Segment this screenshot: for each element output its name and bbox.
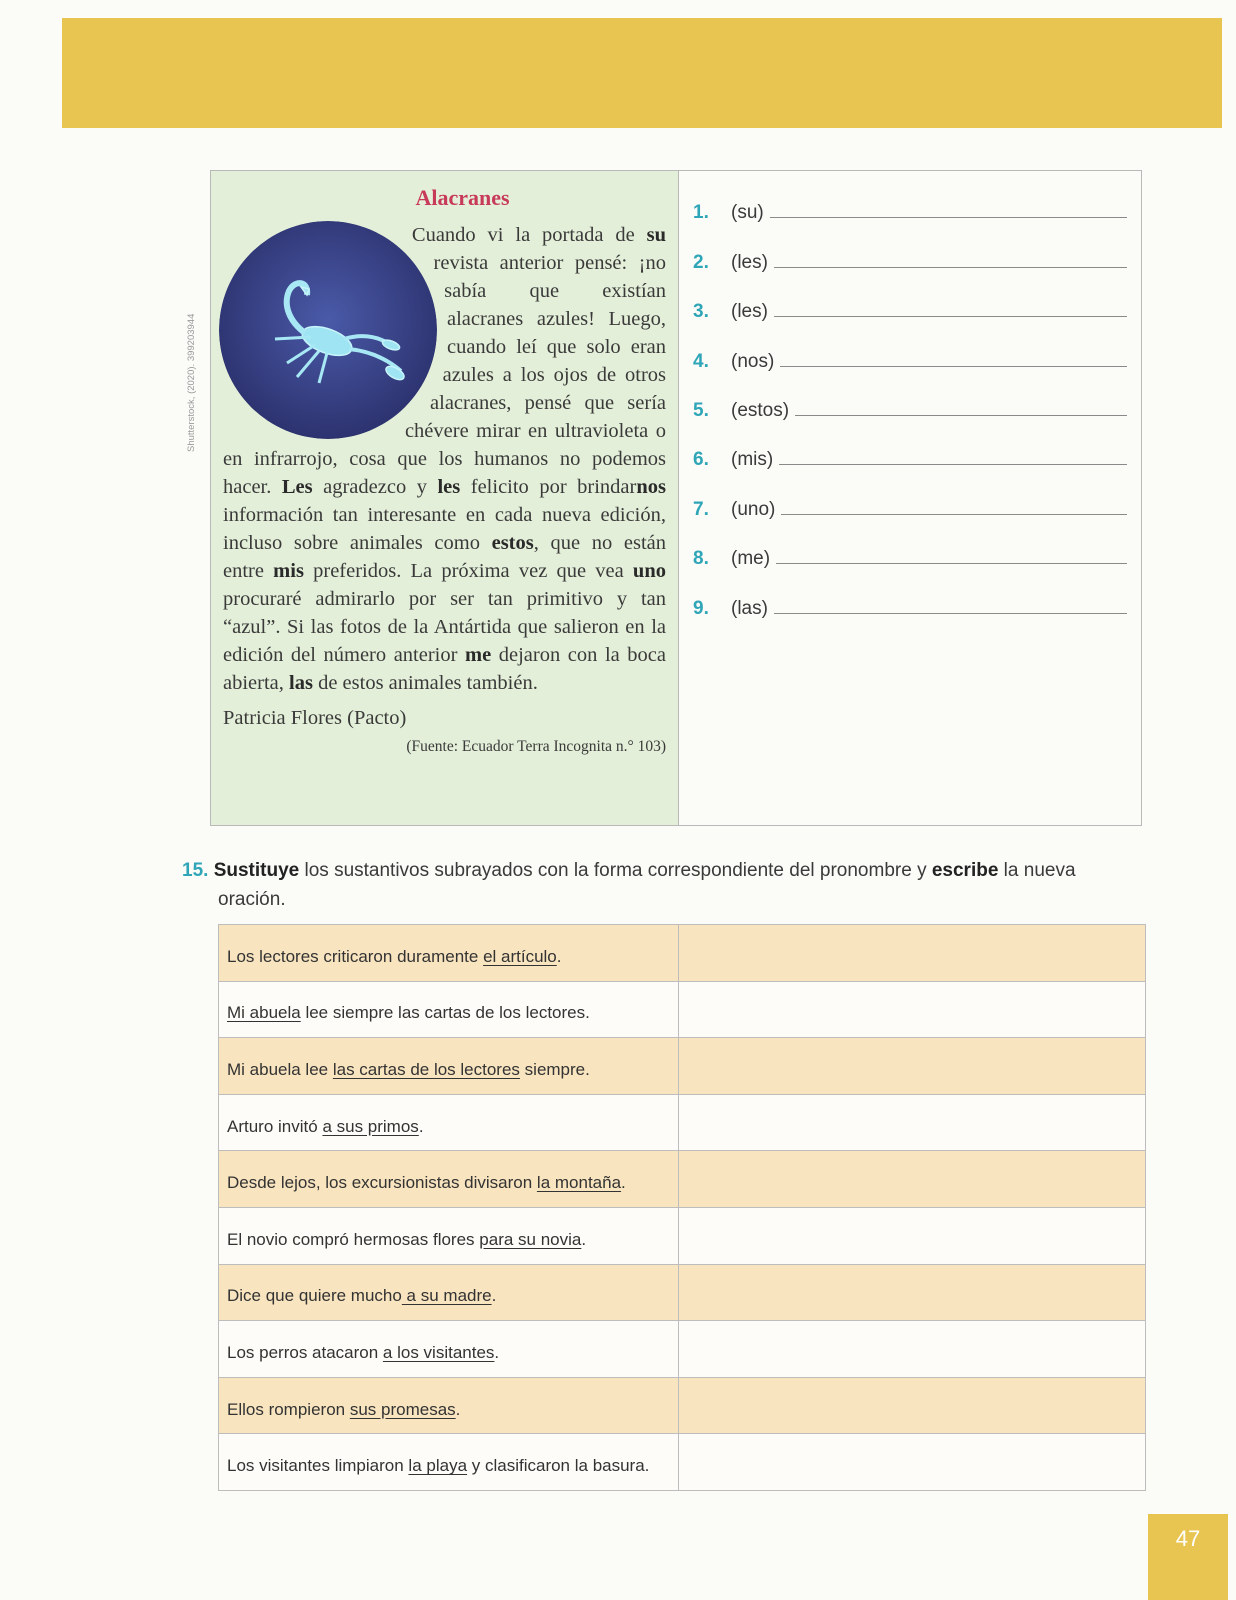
answer-line[interactable] bbox=[693, 373, 1127, 422]
highlight-pronoun: nos bbox=[636, 476, 666, 498]
sentence-text: . bbox=[494, 1342, 500, 1362]
answer-blank[interactable] bbox=[795, 415, 1127, 416]
underlined-noun: sus promesas bbox=[349, 1399, 456, 1419]
original-sentence bbox=[219, 1094, 679, 1151]
answer-cell[interactable] bbox=[679, 1094, 1146, 1151]
answer-blank[interactable] bbox=[780, 366, 1127, 367]
underlined-noun: la playa bbox=[408, 1456, 468, 1476]
table-row bbox=[219, 925, 1146, 982]
highlight-pronoun: su bbox=[646, 224, 666, 246]
underlined-noun: a sus primos bbox=[322, 1116, 419, 1136]
answer-list bbox=[681, 171, 1141, 825]
underlined-noun: a su madre bbox=[401, 1286, 492, 1306]
table-row bbox=[219, 1321, 1146, 1378]
original-sentence bbox=[219, 1377, 679, 1434]
text-segment: procuraré admirarlo por ser tan primitivo y tan “azul”. Si las fotos de la Antártida que salieron en la edición del número anterior bbox=[223, 588, 666, 666]
answer-cell[interactable] bbox=[679, 1264, 1146, 1321]
answer-blank[interactable] bbox=[781, 514, 1127, 515]
answer-blank[interactable] bbox=[774, 267, 1127, 268]
original-sentence bbox=[219, 1207, 679, 1264]
answer-number: 9. bbox=[693, 597, 709, 619]
answer-number: 1. bbox=[693, 202, 709, 224]
answer-word: (estos) bbox=[731, 399, 790, 421]
answer-cell[interactable] bbox=[679, 1151, 1146, 1208]
sentence-text: siempre. bbox=[519, 1059, 590, 1079]
answer-number: 5. bbox=[693, 399, 709, 421]
instruction-verb: escribe bbox=[931, 860, 999, 881]
original-sentence bbox=[219, 1321, 679, 1378]
highlight-pronoun: me bbox=[465, 644, 492, 666]
original-sentence bbox=[219, 1434, 679, 1491]
table-row bbox=[219, 1038, 1146, 1095]
answer-number: 7. bbox=[693, 498, 709, 520]
table-row bbox=[219, 1434, 1146, 1491]
sentence-text: Arturo invitó bbox=[227, 1116, 323, 1136]
underlined-noun: Mi abuela bbox=[227, 1003, 301, 1023]
sentence-text: . bbox=[581, 1229, 587, 1249]
answer-line[interactable] bbox=[693, 224, 1127, 273]
answer-number: 6. bbox=[693, 449, 709, 471]
answer-cell[interactable] bbox=[679, 1207, 1146, 1264]
sentence-text: Los lectores criticaron duramente bbox=[227, 946, 484, 966]
answer-blank[interactable] bbox=[779, 464, 1127, 465]
answer-cell[interactable] bbox=[679, 1377, 1146, 1434]
answer-cell[interactable] bbox=[679, 1321, 1146, 1378]
answer-word: (las) bbox=[731, 597, 768, 619]
exercise-15-instructions bbox=[182, 856, 1142, 914]
page-number: 47 bbox=[1148, 1514, 1228, 1600]
original-sentence bbox=[219, 925, 679, 982]
answer-line[interactable] bbox=[693, 175, 1127, 224]
table-row bbox=[219, 1377, 1146, 1434]
highlight-pronoun: Les bbox=[281, 476, 313, 498]
underlined-noun: a los visitantes bbox=[382, 1342, 495, 1362]
answer-blank[interactable] bbox=[776, 563, 1127, 564]
answer-line[interactable] bbox=[693, 422, 1127, 471]
underlined-noun: la montaña bbox=[536, 1173, 622, 1193]
text-segment: de estos animales también. bbox=[312, 672, 538, 694]
original-sentence bbox=[219, 1038, 679, 1095]
sentence-text: . bbox=[455, 1399, 461, 1419]
sentence-text: . bbox=[491, 1286, 497, 1306]
answer-line[interactable] bbox=[693, 521, 1127, 570]
answer-cell[interactable] bbox=[679, 925, 1146, 982]
reading-source: (Fuente: Ecuador Terra Incognita n.° 103) bbox=[406, 738, 666, 755]
text-segment: dejaron con la boca abierta, bbox=[223, 644, 666, 694]
text-segment: felicito por brindar bbox=[460, 476, 637, 498]
original-sentence bbox=[219, 1151, 679, 1208]
header-band bbox=[62, 18, 1222, 128]
sentence-text: Los perros atacaron bbox=[227, 1342, 383, 1362]
table-row bbox=[219, 1264, 1146, 1321]
answer-word: (me) bbox=[731, 548, 771, 570]
original-sentence bbox=[219, 981, 679, 1038]
answer-word: (uno) bbox=[731, 498, 776, 520]
answer-cell[interactable] bbox=[679, 1038, 1146, 1095]
highlight-pronoun: estos bbox=[491, 532, 534, 554]
highlight-pronoun: les bbox=[437, 476, 461, 498]
table-row bbox=[219, 1151, 1146, 1208]
sentence-text: . bbox=[621, 1173, 626, 1193]
answer-word: (les) bbox=[731, 301, 768, 323]
sentence-text: Desde lejos, los excursionistas divisaron bbox=[227, 1173, 537, 1193]
reading-title: Alacranes bbox=[415, 185, 510, 210]
text-segment: preferidos. La próxima vez que vea bbox=[303, 560, 633, 582]
sentence-text: lee siempre las cartas de los lectores. bbox=[300, 1003, 590, 1023]
answer-word: (su) bbox=[731, 202, 764, 224]
text-segment: Cuando vi la portada de bbox=[411, 224, 647, 246]
sentence-text: y clasificaron la basura. bbox=[467, 1456, 650, 1476]
reading-table bbox=[210, 170, 1142, 826]
sentence-text: Ellos rompieron bbox=[227, 1399, 350, 1419]
answer-blank[interactable] bbox=[774, 316, 1127, 317]
instruction-text: los sustantivos subrayados con la forma correspondiente del pronombre y bbox=[299, 860, 932, 881]
answer-number: 8. bbox=[693, 548, 709, 570]
text-segment: agradezco y bbox=[312, 476, 438, 498]
answer-word: (nos) bbox=[731, 350, 775, 372]
reading-body bbox=[223, 221, 666, 697]
text-segment: , que no están entre bbox=[223, 532, 666, 582]
underlined-noun: para su novia bbox=[479, 1229, 582, 1249]
sentence-text: . bbox=[556, 946, 562, 966]
table-row bbox=[219, 981, 1146, 1038]
answer-blank[interactable] bbox=[770, 217, 1127, 218]
answer-number: 4. bbox=[693, 350, 709, 372]
answer-word: (mis) bbox=[731, 449, 774, 471]
text-segment: información tan interesante en cada nueva edición, incluso sobre animales como bbox=[223, 504, 666, 554]
answer-cell[interactable] bbox=[679, 981, 1146, 1038]
exercise-number: 15. bbox=[182, 860, 209, 881]
sentence-text: Dice que quiere mucho bbox=[227, 1286, 402, 1306]
highlight-pronoun: las bbox=[289, 672, 313, 694]
table-row bbox=[219, 1207, 1146, 1264]
answer-cell[interactable] bbox=[679, 1434, 1146, 1491]
highlight-pronoun: uno bbox=[632, 560, 666, 582]
answer-line[interactable] bbox=[693, 471, 1127, 520]
answer-line[interactable] bbox=[693, 570, 1127, 619]
answer-number: 3. bbox=[693, 301, 709, 323]
instruction-text: oración. bbox=[218, 889, 286, 910]
photo-credit: Shutterstock, (2020). 399203944 bbox=[186, 313, 197, 452]
table-row bbox=[219, 1094, 1146, 1151]
scorpion-image bbox=[219, 221, 437, 439]
sentence-text: . bbox=[418, 1116, 424, 1136]
reading-box bbox=[211, 171, 679, 825]
answer-blank[interactable] bbox=[774, 613, 1127, 614]
answer-line[interactable] bbox=[693, 274, 1127, 323]
instruction-text: la nueva bbox=[998, 860, 1076, 881]
reading-author: Patricia Flores (Pacto) bbox=[223, 707, 407, 729]
answer-line[interactable] bbox=[693, 323, 1127, 372]
answer-word: (les) bbox=[731, 251, 768, 273]
original-sentence bbox=[219, 1264, 679, 1321]
answer-number: 2. bbox=[693, 251, 709, 273]
underlined-noun: el artículo bbox=[483, 946, 557, 966]
sentence-text: Los visitantes limpiaron bbox=[227, 1456, 409, 1476]
text-segment: revista anterior pensé: ¡no sabía que existían alacranes azules! Luego, cuando leí que solo eran azules a los ojos de otros alacranes, pensé que sería chévere mirar en ultravioleta o en infrarrojo, cosa que los humanos no podemos hacer. bbox=[223, 252, 666, 498]
underlined-noun: las cartas de los lectores bbox=[332, 1059, 520, 1079]
sentence-table bbox=[218, 924, 1146, 1491]
sentence-text: El novio compró hermosas flores bbox=[227, 1229, 480, 1249]
sentence-text: Mi abuela lee bbox=[227, 1059, 333, 1079]
instruction-verb: Sustituye bbox=[213, 860, 300, 881]
highlight-pronoun: mis bbox=[273, 560, 304, 582]
